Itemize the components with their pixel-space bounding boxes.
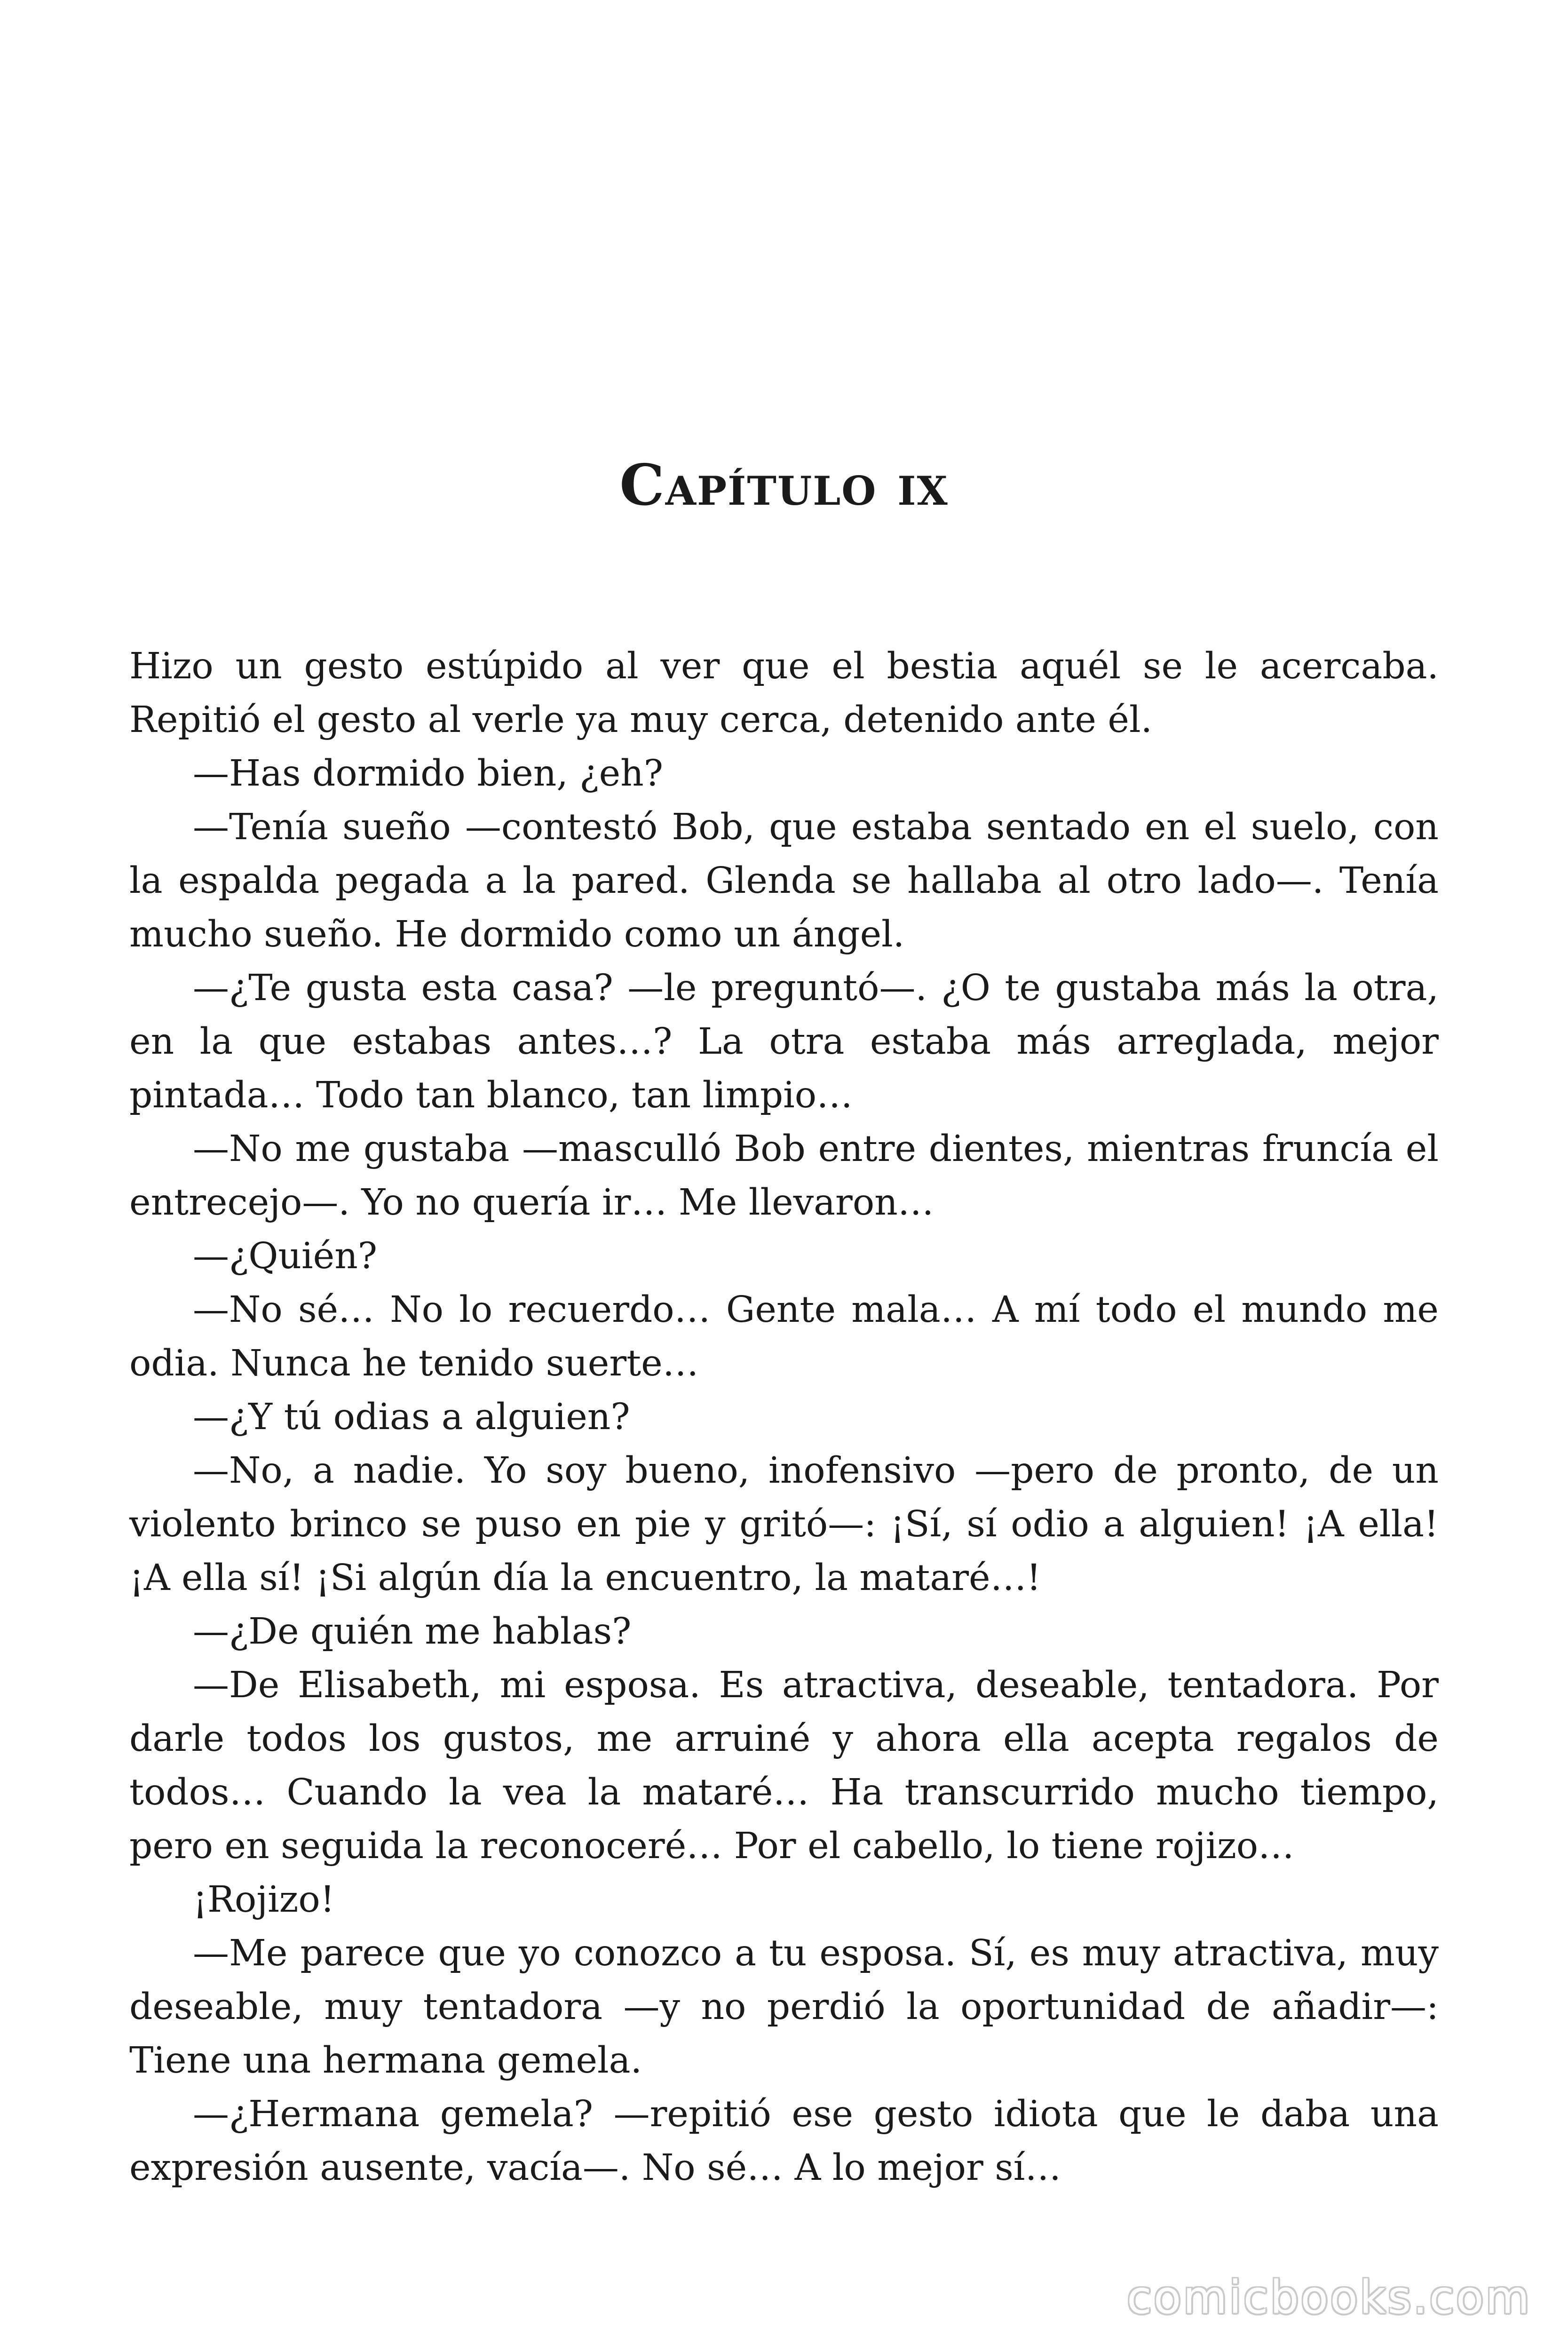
paragraph: —¿Hermana gemela? —repitió ese gesto idiota que le daba una expresión ausente, vacía—. No sé… A lo mejor sí… [129,2093,1439,2189]
watermark: comicbooks.com [1126,2271,1531,2324]
paragraph: —Me parece que yo conozco a tu esposa. Sí, es muy atractiva, muy deseable, muy tentadora —y no perdió la oportunidad de añadir—: Tiene una hermana gemela. [129,1932,1439,2082]
paragraph: —¿Y tú odias a alguien? [193,1396,630,1438]
paragraph: —¿De quién me hablas? [193,1611,632,1653]
paragraph: —No me gustaba —mascullό Bob entre dientes, mientras fruncía el entrecejo—. Yo no quería ir… Me llevaron… [129,1128,1439,1224]
paragraph: —De Elisabeth, mi esposa. Es atractiva, deseable, tentadora. Por darle todos los gustos, me arruiné y ahora ella acepta regalos de todos… Cuando la vea la mataré… Ha transcurrido mucho tiempo, pero en seguida la reconoceré… Por el cabello, lo tiene rojizo… [129,1664,1439,1867]
paragraph: —¿Te gusta esta casa? —le preguntó—. ¿O te gustaba más la otra, en la que estabas antes…? La otra estaba más arreglada, mejor pintada… Todo tan blanco, tan limpio… [129,967,1439,1116]
paragraph: ¡Rojizo! [193,1879,335,1921]
paragraph: —Tenía sueño —contestó Bob, que estaba sentado en el suelo, con la espalda pegada a la pared. Glenda se hallaba al otro lado—. Tenía mucho sueño. He dormido como un ángel. [129,806,1439,955]
paragraph: —¿Quién? [193,1235,378,1277]
paragraph: Hizo un gesto estúpido al ver que el bestia aquél se le acercaba. Repitió el gesto al verle ya muy cerca, detenido ante él. [129,645,1439,741]
paragraph: —Has dormido bien, ¿eh? [193,753,664,795]
paragraph: —No sé… No lo recuerdo… Gente mala… A mí todo el mundo me odia. Nunca he tenido suerte… [129,1289,1439,1384]
chapter-body [129,640,1439,2195]
paragraph: —No, a nadie. Yo soy bueno, inofensivo —pero de pronto, de un violento brinco se puso en pie y gritó—: ¡Sí, sí odio a alguien! ¡A ella! ¡A ella sí! ¡Si algún día la encuentro, la mataré…! [129,1450,1439,1599]
chapter-title: Capítulo ix [619,452,949,518]
